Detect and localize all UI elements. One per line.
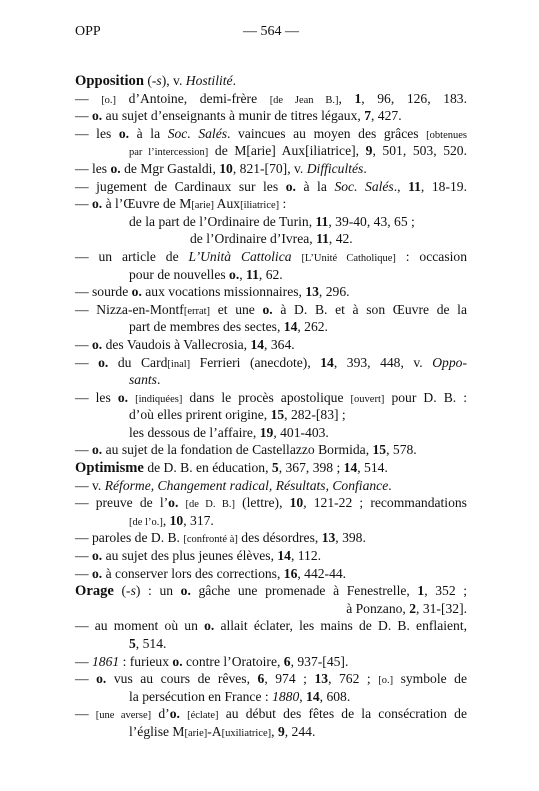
entry-text: 2	[409, 600, 417, 616]
entry-text: pour D. B. :	[384, 389, 467, 405]
entry-text: 14	[343, 460, 358, 476]
entry-text: o.	[98, 354, 109, 370]
entry-text: 1880	[272, 688, 300, 704]
entry-text: , 514.	[357, 460, 388, 476]
entry-text: [L’Unité Catholique]	[301, 252, 396, 264]
entry-text: Difficultés	[306, 160, 364, 176]
entry-line	[75, 230, 467, 248]
entry-line	[75, 213, 467, 231]
entry-text: — sourde	[75, 284, 132, 300]
entry-line	[75, 107, 467, 125]
entry-text: les dessous de l’affaire,	[129, 424, 260, 440]
entry-text: aux vocations missionnaires,	[141, 284, 306, 300]
entry-text	[292, 249, 302, 264]
entry-text: 9	[277, 723, 285, 739]
entry-text: , 18-19.	[420, 178, 467, 194]
entry-line	[75, 125, 467, 143]
entry-text: [errat]	[183, 305, 211, 317]
entry-line	[75, 670, 467, 688]
entry-line	[75, 266, 467, 284]
entry-text: — un article de	[75, 248, 189, 264]
entry-text: 13	[305, 284, 319, 300]
entry-text: , 398.	[335, 530, 366, 546]
entry-line	[75, 371, 467, 389]
entry-text: —	[75, 706, 96, 722]
entry-text: [indiquées]	[135, 393, 183, 405]
entry-text: , 608.	[319, 688, 351, 704]
entry-line	[75, 705, 467, 723]
entry-line	[75, 318, 467, 336]
entry-line	[75, 424, 467, 442]
entry-text: , 317.	[183, 512, 214, 528]
entry-text: o.	[118, 125, 130, 141]
entry-text: [uxiliatrice]	[221, 727, 272, 739]
entry-text: .	[388, 477, 392, 493]
entry-text: , 393, 448, v.	[333, 354, 433, 370]
entry-text: (lettre),	[234, 495, 290, 511]
entry-text: [ouvert]	[350, 393, 385, 405]
entry-text: , 31-[32].	[416, 600, 467, 616]
entry-text: de D. B. en éducation,	[143, 460, 272, 476]
entry-text: , 282-[83] ;	[284, 407, 346, 423]
entry-text: — Nizza-en-Montf	[75, 301, 184, 317]
entry-text: 10	[219, 160, 233, 176]
entry-text: 7	[364, 108, 371, 124]
entry-line	[75, 600, 467, 618]
entry-text: au sujet d’enseignants à munir de titres légaux,	[102, 108, 365, 124]
entry-text: -A	[207, 723, 222, 739]
entry-text: —	[75, 336, 92, 352]
entry-text: 14	[320, 354, 334, 370]
entry-text: ,	[338, 90, 355, 106]
entry-text: , 296.	[318, 284, 350, 300]
entry-text: :	[279, 196, 287, 212]
entry-text: gâche une promenade à Fenestrelle,	[190, 583, 418, 599]
entry-text: o.	[92, 196, 103, 212]
entry-text: 14	[306, 688, 320, 704]
entry-text: à la	[129, 125, 168, 141]
entry-text: — au moment où un	[75, 618, 205, 634]
entry-text: [inal]	[167, 358, 191, 370]
entry-line	[75, 565, 467, 583]
entry-text: : occasion	[395, 248, 467, 264]
entry-text: .	[156, 372, 161, 388]
entry-text: Ferrieri (anecdote),	[190, 354, 321, 370]
entry-text: o.	[110, 160, 121, 176]
entry-text: — paroles de D. B.	[75, 530, 184, 546]
entry-line	[75, 441, 467, 459]
entry-text: o.	[92, 565, 103, 581]
entry-text: d’Antoine, demi-frère	[116, 90, 270, 106]
entry-text: , 937-[45].	[290, 653, 349, 669]
entry-text: , 974 ;	[264, 671, 315, 687]
entry-text: [confronté à]	[183, 534, 238, 546]
entry-text: 11	[316, 231, 329, 247]
entry-text: 15	[270, 407, 285, 423]
entry-text: Aux	[214, 196, 241, 212]
entry-text: , 401-403.	[273, 424, 329, 440]
entry-line	[75, 354, 467, 372]
entry-text: , 112.	[290, 548, 322, 564]
headword: Orage	[75, 583, 114, 600]
entry-text: de Mgr Gastaldi,	[120, 160, 220, 176]
entry-text: 11	[315, 213, 329, 229]
entry-text: [obtenues	[426, 129, 467, 141]
entry-text: —	[75, 565, 92, 581]
entry-line	[75, 301, 467, 319]
entry-text: , 762 ;	[328, 671, 379, 687]
entry-text: , 821-[70], v.	[232, 160, 307, 176]
entry-text: o.	[169, 706, 180, 722]
header-keyword: OPP	[75, 24, 101, 39]
entry-text: o.	[168, 495, 179, 511]
entry-line	[75, 406, 467, 424]
entry-text: [arie]	[191, 200, 215, 212]
entry-line	[75, 336, 467, 354]
entry-line	[75, 459, 467, 477]
entry-text: 1	[417, 583, 425, 599]
entry-text: s	[156, 73, 162, 88]
entry-text: , 501, 503, 520.	[372, 143, 467, 159]
entry-text: o.	[285, 178, 296, 194]
entry-text: 10	[289, 495, 304, 511]
entry-line	[75, 283, 467, 301]
entry-line	[75, 723, 467, 741]
entry-text: .,	[393, 178, 409, 194]
entry-text: et une	[210, 301, 263, 317]
entry-text: [de l’o.]	[129, 516, 163, 528]
entry-text: [o.]	[378, 675, 394, 687]
entry-text: — preuve de l’	[75, 495, 169, 511]
entry-text: — v.	[75, 477, 105, 493]
entry-text: , 244.	[284, 723, 316, 739]
entry-text: 5	[271, 460, 279, 476]
entry-line	[75, 582, 467, 600]
entry-text: à conserver lors des corrections,	[102, 565, 284, 581]
entry-text: du Card	[108, 354, 168, 370]
entry-text: de la part de l’Ordinaire de Turin,	[129, 213, 316, 229]
entry-line	[75, 635, 467, 653]
entry-text: d’	[151, 706, 170, 722]
entry-text: [o.]	[101, 94, 117, 106]
entry-line	[75, 142, 467, 160]
entry-line	[75, 90, 467, 108]
entry-line	[75, 653, 467, 671]
entry-text: o.	[96, 671, 107, 687]
entry-text: au début des fêtes de la consécration de	[218, 706, 467, 722]
entry-text: vus au cours de rêves,	[106, 671, 258, 687]
entry-text: de l’Ordinaire d’Ivrea,	[190, 231, 317, 247]
entry-text: — les	[75, 160, 111, 176]
entry-text: o.	[229, 266, 240, 282]
entry-text: . vaincues au moyen des grâces	[227, 125, 427, 141]
entry-text: 11	[246, 266, 259, 282]
entry-text: part de membres des sectes,	[129, 319, 284, 335]
entry-text: sants	[129, 372, 157, 388]
entry-text	[180, 706, 187, 721]
entry-text: Hostilité	[185, 73, 233, 88]
entry-line	[75, 389, 467, 407]
entry-text: symbole de	[393, 671, 468, 687]
entry-text: , 96, 126, 183.	[361, 90, 467, 106]
entry-text: 13	[321, 530, 336, 546]
entry-text: —	[75, 653, 92, 669]
entry-text: par l’intercession]	[129, 147, 209, 159]
entry-text: 11	[408, 178, 421, 194]
entry-line	[75, 160, 467, 178]
entry-text: : furieux	[119, 653, 173, 669]
entry-text: o.	[131, 284, 142, 300]
entry-text: , 427.	[371, 108, 402, 124]
entry-line	[75, 617, 467, 635]
entry-line	[75, 547, 467, 565]
entry-text: au sujet des plus jeunes élèves,	[102, 548, 278, 564]
entry-text: , 352 ;	[424, 583, 468, 599]
entry-text: — les	[75, 125, 119, 141]
entry-text: ), v.	[161, 73, 186, 88]
entry-text: , 42.	[328, 231, 353, 247]
entry-text: , 442-44.	[297, 565, 347, 581]
page-number: — 564 —	[243, 24, 299, 39]
entry-text: 5	[129, 636, 136, 651]
entry-text: (-	[143, 73, 157, 88]
entry-line	[75, 248, 467, 266]
entry-text: , 262.	[297, 319, 328, 335]
entry-text: [une averse]	[95, 710, 152, 722]
entry-text: o.	[262, 301, 273, 317]
entry-text: — les	[75, 389, 118, 405]
entry-text: Soc. Salés	[334, 178, 394, 194]
entry-text: —	[75, 108, 92, 124]
entry-text: à la	[295, 178, 335, 194]
entry-line	[75, 512, 467, 530]
entry-text: o.	[172, 653, 183, 669]
entry-text: 16	[283, 565, 298, 581]
entry-line	[75, 72, 467, 90]
entry-text: 19	[259, 424, 274, 440]
entry-text: ) : un	[135, 583, 181, 599]
entry-text: 6	[283, 653, 291, 669]
entry-text: —	[75, 671, 97, 687]
entry-text: à Ponzano,	[346, 600, 410, 616]
entry-text: 15	[372, 442, 387, 458]
entry-text: o.	[117, 389, 129, 405]
headword: Optimisme	[75, 460, 144, 477]
entry-text: , 364.	[264, 336, 295, 352]
running-head	[75, 24, 467, 44]
entry-text: —	[75, 90, 102, 106]
entry-text: dans le procès apostolique	[182, 389, 351, 405]
entry-text: o.	[92, 442, 103, 458]
entry-text: [iliatrice]	[240, 200, 280, 212]
entry-line	[75, 195, 467, 213]
entry-text: , 578.	[386, 442, 417, 458]
entry-text: [éclate]	[187, 710, 219, 722]
entry-text: de M[arie] Aux[iliatrice],	[208, 143, 366, 159]
entry-text: s	[130, 583, 136, 599]
entry-text: des Vaudois à Vallecrosia,	[102, 336, 251, 352]
entry-text: , 514.	[135, 636, 167, 651]
entry-text: o.	[92, 108, 103, 124]
entry-text: , 367, 398 ;	[278, 460, 344, 476]
headword: Opposition	[75, 73, 144, 89]
entry-text: — jugement de Cardinaux sur les	[75, 178, 286, 194]
entry-line	[75, 688, 467, 706]
entry-text: ,	[299, 688, 307, 704]
entry-line	[75, 529, 467, 547]
entry-text: ,	[162, 512, 170, 528]
entry-text: allait éclater, les mains de D. B. enflaient,	[214, 618, 468, 634]
entry-text: —	[75, 442, 92, 458]
entry-text: , 121-22 ; recommandations	[303, 495, 467, 511]
entry-text: 1861	[92, 653, 120, 669]
entry-text: ,	[271, 723, 278, 739]
entry-text: [arie]	[184, 727, 208, 739]
entry-text: l’église M	[129, 723, 185, 739]
entry-text: la persécution en France :	[129, 688, 273, 704]
entry-line	[75, 477, 467, 495]
entry-text: .	[363, 160, 367, 176]
entry-text: 6	[257, 671, 265, 687]
entry-text: , 62.	[258, 266, 283, 282]
entry-text: (-	[113, 583, 131, 599]
entry-text: o.	[180, 583, 191, 599]
entry-text: [de Jean B.]	[269, 94, 339, 106]
entry-text: à D. B. et à son Œuvre de la	[272, 301, 467, 317]
entry-text: —	[75, 196, 92, 212]
entry-text: L’Unità Cattolica	[188, 248, 292, 264]
entry-text: d’où elles prirent origine,	[129, 407, 271, 423]
entry-text: des désordres,	[237, 530, 322, 546]
entry-text: Oppo-	[432, 354, 467, 370]
index-entries	[75, 72, 467, 741]
entry-text: 1	[354, 90, 362, 106]
entry-text: .	[232, 73, 236, 88]
entry-text: pour de nouvelles	[129, 266, 230, 282]
entry-text: à l’Œuvre de M	[102, 196, 192, 212]
entry-text: 13	[314, 671, 329, 687]
entry-text: contre l’Oratoire,	[182, 653, 284, 669]
entry-text: —	[75, 548, 92, 564]
entry-text: Réforme, Changement radical, Résultats, Confiance	[104, 477, 389, 493]
entry-text: —	[75, 354, 99, 370]
entry-line	[75, 494, 467, 512]
entry-text: o.	[92, 548, 103, 564]
entry-text: o.	[92, 336, 103, 352]
entry-text: , 39-40, 43, 65 ;	[328, 213, 415, 229]
entry-text: 10	[169, 512, 184, 528]
entry-text: 9	[365, 143, 373, 159]
entry-text: Soc. Salés	[167, 125, 228, 141]
entry-text: 14	[277, 548, 291, 564]
entry-text: ,	[239, 266, 247, 282]
entry-text: 14	[283, 319, 298, 335]
entry-line	[75, 178, 467, 196]
entry-text: au sujet de la fondation de Castellazzo Bormida,	[102, 442, 373, 458]
entry-text: 14	[250, 336, 265, 352]
entry-text: [de D. B.]	[185, 499, 235, 511]
entry-text: o.	[204, 618, 215, 634]
